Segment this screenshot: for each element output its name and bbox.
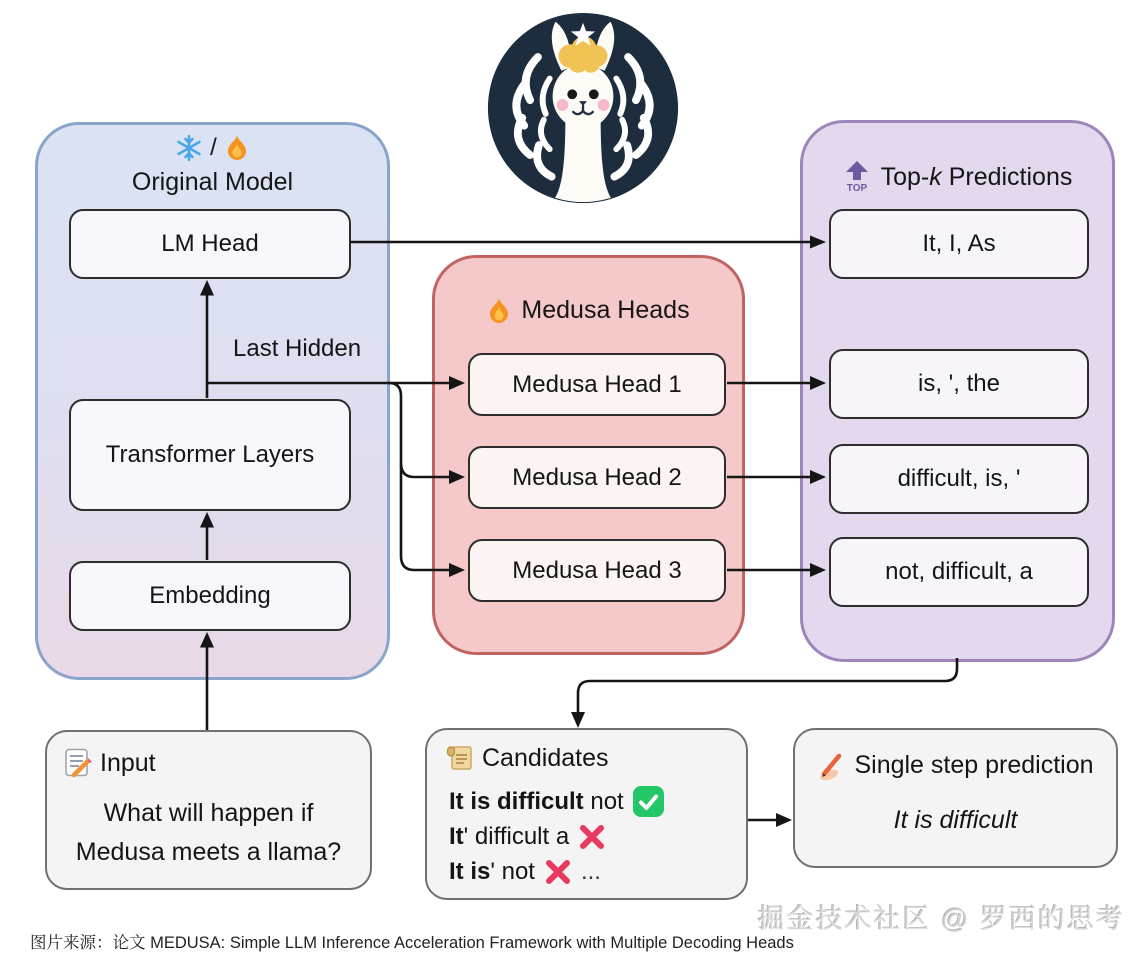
cross-icon	[578, 823, 606, 851]
input-text: What will happen if Medusa meets a llama?	[75, 799, 342, 866]
embedding-box	[69, 561, 351, 631]
single-step-text: It is difficult	[893, 806, 1018, 834]
transformer-layers-label: Transformer Layers	[105, 441, 315, 469]
medusa-head-1-box	[468, 353, 726, 416]
candidates-title-label: Candidates	[482, 743, 609, 772]
single-step-card-title	[795, 750, 1116, 780]
original-model-panel	[35, 122, 390, 680]
prediction-box-head1	[829, 349, 1089, 419]
check-icon	[633, 786, 664, 817]
candidates-lines	[449, 784, 734, 889]
medusa-head-2-box	[468, 446, 726, 509]
prediction-box-head2	[829, 444, 1089, 514]
candidate-line: It is' not ...	[449, 857, 601, 885]
cross-icon	[544, 858, 572, 886]
llama-badge-logo-icon	[485, 10, 681, 206]
topk-predictions-panel	[800, 120, 1115, 662]
icon-separator: /	[210, 134, 217, 161]
candidate-line: It is difficult not	[449, 784, 734, 819]
flame-icon	[225, 134, 249, 162]
last-hidden-label: Last Hidden	[233, 335, 362, 362]
medusa-heads-header	[435, 296, 742, 325]
medusa-head-3-label: Medusa Head 3	[512, 556, 682, 584]
candidates-card-title	[445, 743, 608, 773]
topk-header	[803, 161, 1112, 193]
medusa-head-3-box	[468, 539, 726, 602]
prediction-box-head3	[829, 537, 1089, 607]
medusa-head-1-label: Medusa Head 1	[512, 370, 682, 398]
single-step-title-label: Single step prediction	[854, 750, 1094, 779]
svg-text:TOP: TOP	[846, 183, 867, 193]
prediction-label: It, I, As	[922, 230, 996, 258]
input-card	[45, 730, 372, 890]
watermark: 掘金技术社区 @ 罗西的思考	[757, 904, 1125, 934]
scroll-icon	[445, 743, 475, 773]
lm-head-box	[69, 209, 351, 279]
embedding-label: Embedding	[149, 582, 271, 610]
prediction-label: not, difficult, a	[885, 558, 1033, 586]
single-step-card	[793, 728, 1118, 868]
candidates-card	[425, 728, 748, 900]
lm-head-label: LM Head	[161, 230, 259, 258]
top-arrow-icon	[843, 161, 871, 193]
medusa-head-2-label: Medusa Head 2	[512, 463, 682, 491]
candidate-line: It' difficult a	[449, 819, 734, 854]
medusa-heads-panel	[432, 255, 745, 655]
medusa-heads-title: Medusa Heads	[521, 296, 690, 324]
topk-title: Top-k Predictions	[880, 162, 1073, 191]
original-model-icons	[38, 134, 387, 162]
source-caption: 图片来源：论文 MEDUSA: Simple LLM Inference Acceleration Framework with Multiple Decoding Heads	[30, 934, 794, 952]
arrow-topk-to-candidates	[578, 658, 957, 712]
original-model-title: Original Model	[131, 168, 294, 196]
prediction-box-lmhead	[829, 209, 1089, 279]
transformer-layers-box	[69, 399, 351, 511]
ellipsis-label: ...	[580, 857, 601, 885]
input-title-label: Input	[100, 748, 156, 777]
prediction-label: difficult, is, '	[897, 465, 1021, 493]
writing-hand-icon	[817, 750, 847, 780]
flame-icon	[487, 297, 511, 325]
prediction-label: is, ', the	[918, 370, 1000, 398]
input-card-title	[63, 748, 156, 778]
memo-icon	[63, 748, 93, 778]
snowflake-icon	[176, 135, 202, 161]
